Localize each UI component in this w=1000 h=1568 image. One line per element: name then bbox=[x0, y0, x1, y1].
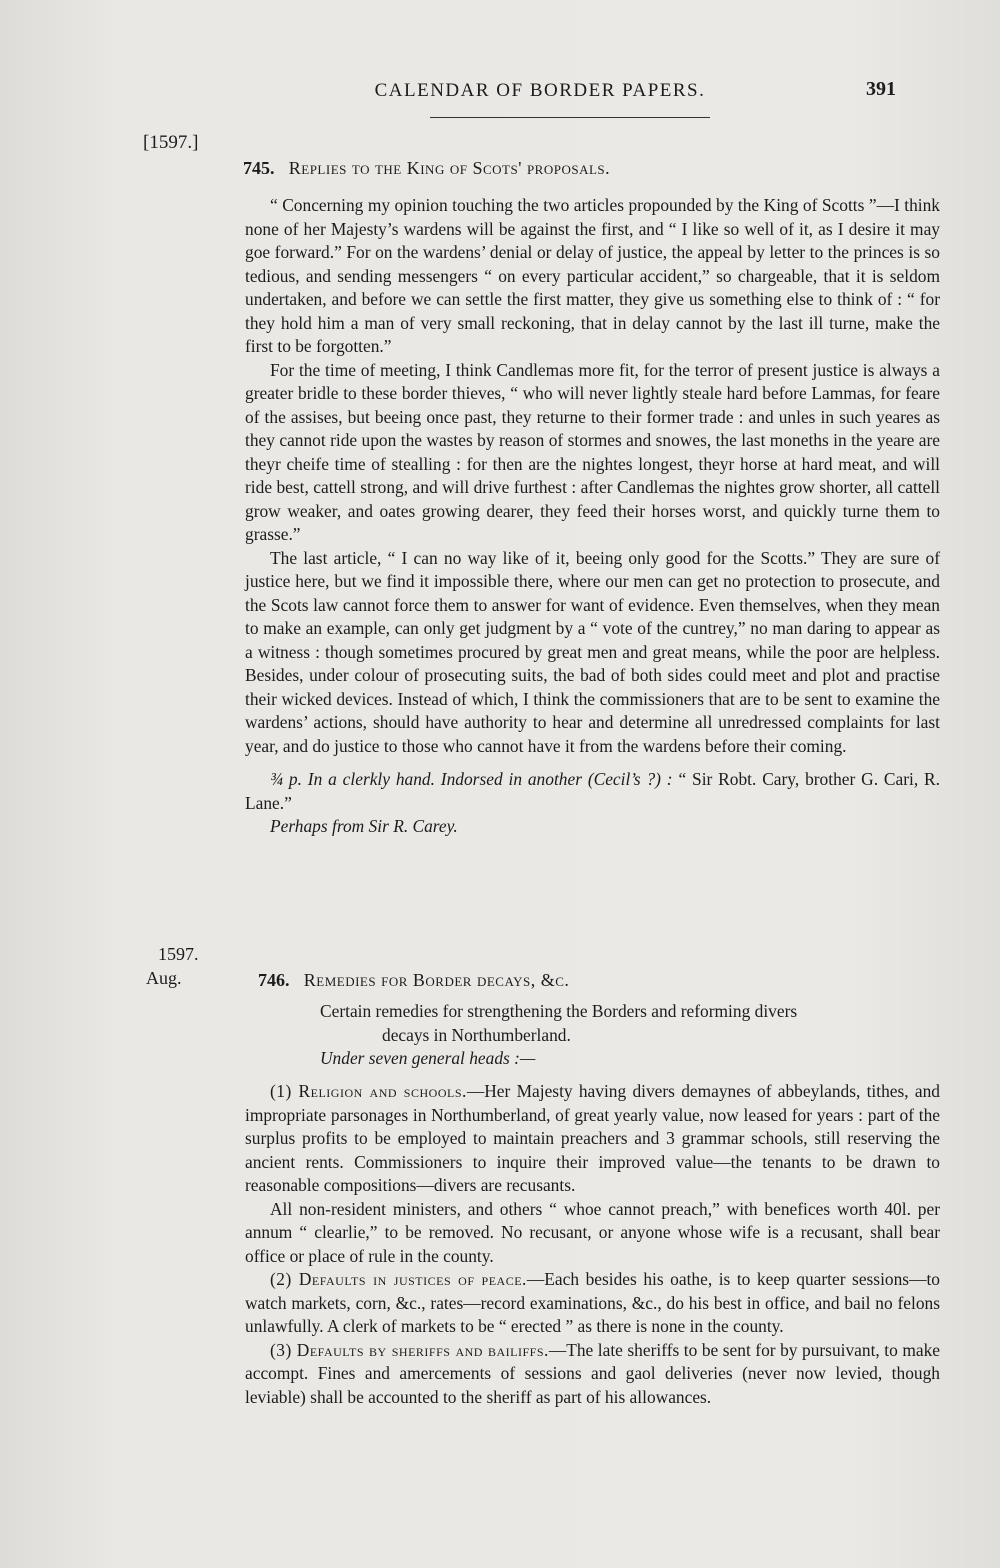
entry-745-paragraph-3: The last article, “ I can no way like of it, beeing only good for the Scotts.” They are sure of justice here, but we find it impossible there, where our men can get no protection to prosecute, and the Scots law cannot force them to answer for want of evidence. Even themselves, when they mean to make an example, can only get judgment by a “ vote of the cuntrey,” no man daring to appear as a witness : though sometimes procured by great men and great means, while the poor are helpless. Besides, under colour of prosecuting suits, the bad of both sides could meet and plot and practise their wicked devices. Instead of which, I think the commissioners that are to be sent to examine the wardens’ actions, should have authority to hear and determine all unredressed complaints for last year, and do justice to those who cannot have it from the wardens before their coming. bbox=[245, 547, 940, 756]
entry-745-paragraph-2: For the time of meeting, I think Candlemas more fit, for the terror of present justice is always a greater bridle to these border thieves, “ who will never lightly steale hard before Lammas, for feare of the assises, but beeing once past, they returne to their former trade : and unles in such yeares as they cannot ride upon the wastes by reason of stormes and snowes, the last moneths in the yeare are theyr cheife time of stealling : for then are the nightes longest, theyr horse at hard meat, and will ride best, cattell strong, and will drive furthest : after Candlemas the nightes grow shorter, all cattell grow weaker, and oates growing dearer, they feed their horses worst, and quickly turne them to grasse.” bbox=[245, 359, 940, 544]
entry-745-paragraph-1: “ Concerning my opinion touching the two articles propounded by the King of Scotts ”—I think none of her Majesty’s wardens will be against the first, and “ I like so well of it, as I desire it may goe forward.” For on the wardens’ denial or delay of justice, the appeal by letter to the princes is so tedious, and sending messengers “ on every particular accident,” so chargeable, that it is seldom undertaken, and before we can settle the first matter, they give us something else to think of : “ for they hold him a man of very small reckoning, that in delay cannot by the last ill turne, make the first to be forgotten.” bbox=[245, 195, 940, 356]
header-rule bbox=[430, 117, 710, 118]
entry-745-number: 745. bbox=[243, 158, 275, 178]
entry-746-title: Remedies for Border decays, &c. bbox=[303, 970, 570, 990]
entry-745-title: Replies to the King of Scots' proposals. bbox=[288, 158, 611, 178]
entry-745-attribution: Perhaps from Sir R. Carey. bbox=[270, 816, 458, 836]
entry-746-number: 746. bbox=[258, 970, 290, 990]
entry-746-summary-line-2: decays in Northumberland. bbox=[382, 1024, 571, 1045]
margin-year: [1597.] bbox=[143, 132, 199, 153]
entry-746-head-2: (2) Defaults in justices of peace. bbox=[270, 1269, 527, 1289]
entry-746-body bbox=[245, 1080, 940, 1409]
entry-745-note bbox=[245, 768, 940, 815]
entry-745-note-indorsement: “ Sir Robt. Cary, brother G. Cari, R. Lane.” bbox=[245, 769, 940, 813]
entry-746-summary-line-3: Under seven general heads :— bbox=[320, 1048, 536, 1068]
entry-746-paragraph-1 bbox=[245, 1080, 940, 1198]
entry-746-text-1: —Her Majesty having divers demaynes of abbeylands, tithes, and impropriate parsonages in Northumberland, of great yearly value, now leased for years : part of the surplus profits to be employed to maintain preachers and 3 grammar schools, still reserving the ancient rents. Commissioners to inquire their improved value—the tenants to be drawn to reasonable compositions—divers are recusants. bbox=[245, 1081, 940, 1195]
running-title: CALENDAR OF BORDER PAPERS. bbox=[374, 80, 706, 101]
entry-746-head-1: (1) Religion and schools. bbox=[270, 1081, 467, 1101]
entry-746-text-3: —The late sheriffs to be sent for by pursuivant, to make accompt. Fines and amercements of sessions and gaol deliveries (never now levied, though leviable) shall be accounted to the sheriff as part of his allowances. bbox=[245, 1339, 940, 1407]
entry-746-head-3: (3) Defaults by sheriffs and bailiffs. bbox=[270, 1339, 549, 1360]
margin-date-746: Aug. bbox=[146, 968, 182, 988]
entry-745-heading bbox=[243, 158, 610, 179]
entry-746-paragraph-4 bbox=[245, 1339, 940, 1410]
margin-year-746: 1597. bbox=[158, 944, 199, 964]
entry-746-paragraph-3 bbox=[245, 1268, 940, 1339]
entry-746-summary bbox=[320, 1000, 940, 1071]
entry-746-text-2: —Each besides his oathe, is to keep quarter sessions—to watch markets, corn, &c., rates—record examinations, &c., do his best in office, and bail no felons unlawfully. A clerk of markets to be “ erected ” as there is none in the county. bbox=[245, 1269, 940, 1336]
entry-746-paragraph-2: All non-resident ministers, and others “ whoe cannot preach,” with benefices worth 40l. per annum “ clearlie,” to be removed. No recusant, or anyone whose wife is a recusant, shall bear office or place of rule in the county. bbox=[245, 1198, 940, 1266]
page-number: 391 bbox=[866, 78, 896, 100]
entry-745-note-italic: ¾ p. In a clerkly hand. Indorsed in another (Cecil’s ?) : bbox=[270, 769, 673, 789]
entry-746-heading bbox=[258, 970, 569, 991]
entry-745-body bbox=[245, 194, 940, 839]
entry-746-summary-line-1: Certain remedies for strengthening the Borders and reforming divers bbox=[320, 1001, 798, 1021]
